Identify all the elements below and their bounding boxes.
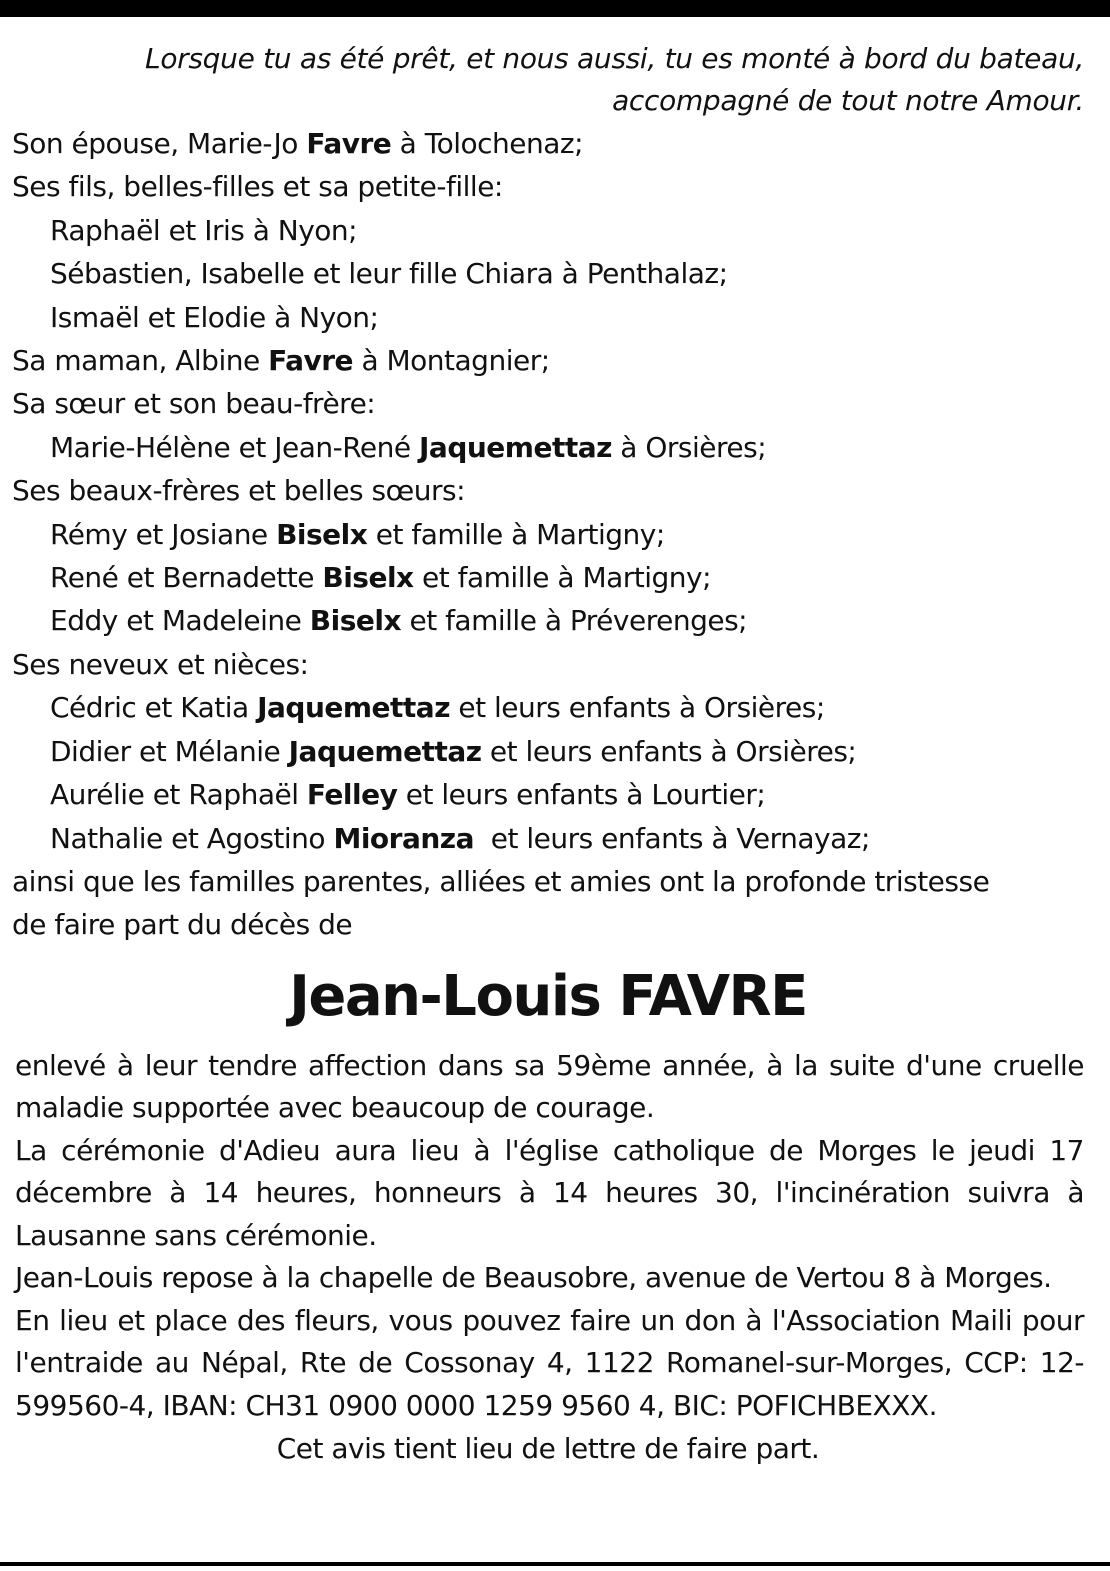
family-line — [12, 339, 1084, 382]
family-surname: Favre — [268, 344, 354, 378]
family-surname: Jaquemettaz — [257, 691, 450, 725]
family-line — [12, 903, 1084, 946]
notice-paragraph: enlevé à leur tendre affection dans sa 59ème année, à la suite d'une cruelle maladie supportée avec beaucoup de courage. — [15, 1048, 1084, 1125]
family-line — [12, 122, 1084, 165]
deceased-name: Jean-Louis FAVRE — [289, 963, 807, 1029]
family-line-text: Ses neveux et nièces: — [12, 647, 309, 681]
family-line — [12, 209, 1084, 252]
family-line-text: Ses fils, belles-filles et sa petite-fille: — [12, 170, 503, 204]
family-line — [12, 469, 1084, 512]
closing-line: Cet avis tient lieu de lettre de faire part. — [276, 1432, 820, 1466]
notice-content — [12, 38, 1084, 1470]
family-surname: Biselx — [276, 517, 368, 551]
top-border-bar — [0, 0, 1110, 17]
family-surname: Felley — [306, 778, 398, 812]
family-line-text: Son épouse, Marie-Jo — [12, 127, 307, 160]
family-line-suffix: et famille à Martigny; — [367, 517, 665, 551]
family-line-suffix: et leurs enfants à Lourtier; — [397, 778, 766, 812]
notice-paragraph: En lieu et place des fleurs, vous pouvez faire un don à l'Association Maili pour l'entraide au Népal, Rte de Cossonay 4, 1122 Romanel-sur-Morges, CCP: 12-599560-4, IBAN: CH31 0900 0000 1259 9560 4, BIC: POFICHBEXXX. — [15, 1303, 1084, 1422]
family-surname: Favre — [306, 127, 392, 160]
family-list — [12, 122, 1084, 947]
family-line — [12, 643, 1084, 686]
family-line-suffix: et famille à Martigny; — [413, 561, 712, 595]
family-line-text: Rémy et Josiane — [50, 517, 277, 551]
notice-paragraph: La cérémonie d'Adieu aura lieu à l'église catholique de Morges le jeudi 17 décembre à 14 heures, honneurs à 14 heures 30, l'incinération suivra à Lausanne sans cérémonie. — [15, 1133, 1084, 1252]
family-line — [12, 686, 1084, 729]
family-line-suffix: et famille à Préverenges; — [401, 604, 748, 638]
family-line — [12, 426, 1084, 469]
family-line-text: Sébastien, Isabelle et leur fille Chiara à Penthalaz; — [50, 257, 728, 291]
family-surname: Biselx — [322, 561, 414, 595]
family-line-text: René et Bernadette — [50, 561, 323, 595]
family-line-text: Ismaël et Elodie à Nyon; — [50, 300, 379, 334]
family-line-text: Eddy et Madeleine — [50, 604, 310, 638]
family-line-text: Sa maman, Albine — [12, 344, 269, 378]
family-line — [12, 599, 1084, 642]
quote-line: accompagné de tout notre Amour. — [612, 84, 1084, 117]
notice-paragraph: Jean-Louis repose à la chapelle de Beausobre, avenue de Vertou 8 à Morges. — [15, 1261, 1052, 1295]
family-line — [12, 296, 1084, 339]
family-line-suffix: à Orsières; — [611, 430, 767, 464]
family-line — [12, 165, 1084, 208]
family-line-text: Cédric et Katia — [50, 691, 258, 725]
family-line-text: Ses beaux-frères et belles sœurs: — [12, 474, 466, 508]
family-line-text: Marie-Hélène et Jean-René — [50, 430, 419, 464]
family-line-text: Didier et Mélanie — [50, 734, 289, 768]
family-line — [12, 556, 1084, 599]
family-line — [12, 252, 1084, 295]
family-line — [12, 860, 1084, 903]
family-surname: Biselx — [309, 604, 402, 638]
family-line-text: Sa sœur et son beau-frère: — [12, 387, 376, 421]
family-surname: Mioranza — [333, 821, 474, 855]
family-line — [12, 773, 1084, 816]
family-line-text: de faire part du décès de — [12, 908, 353, 942]
family-line-suffix: à Tolochenaz; — [391, 127, 584, 160]
family-line-text: ainsi que les familles parentes, alliées et amies ont la profonde tristesse — [12, 864, 990, 898]
family-line-suffix: et leurs enfants à Orsières; — [450, 691, 825, 725]
family-line-text: Raphaël et Iris à Nyon; — [50, 213, 358, 247]
family-line — [12, 382, 1084, 425]
family-line-text: Nathalie et Agostino — [50, 821, 334, 855]
opening-quote — [12, 38, 1084, 122]
family-surname: Jaquemettaz — [419, 430, 612, 464]
family-line — [12, 817, 1084, 860]
family-line-suffix: et leurs enfants à Vernayaz; — [474, 821, 870, 855]
family-line — [12, 513, 1084, 556]
family-surname: Jaquemettaz — [288, 734, 482, 768]
family-line-suffix: à Montagnier; — [353, 344, 550, 378]
family-line — [12, 730, 1084, 773]
quote-line: Lorsque tu as été prêt, et nous aussi, tu es monté à bord du bateau, — [145, 42, 1084, 75]
family-line-suffix: et leurs enfants à Orsières; — [481, 734, 857, 768]
notice-body — [12, 1045, 1084, 1428]
bottom-border-rule — [0, 1562, 1110, 1566]
family-line-text: Aurélie et Raphaël — [50, 778, 307, 812]
